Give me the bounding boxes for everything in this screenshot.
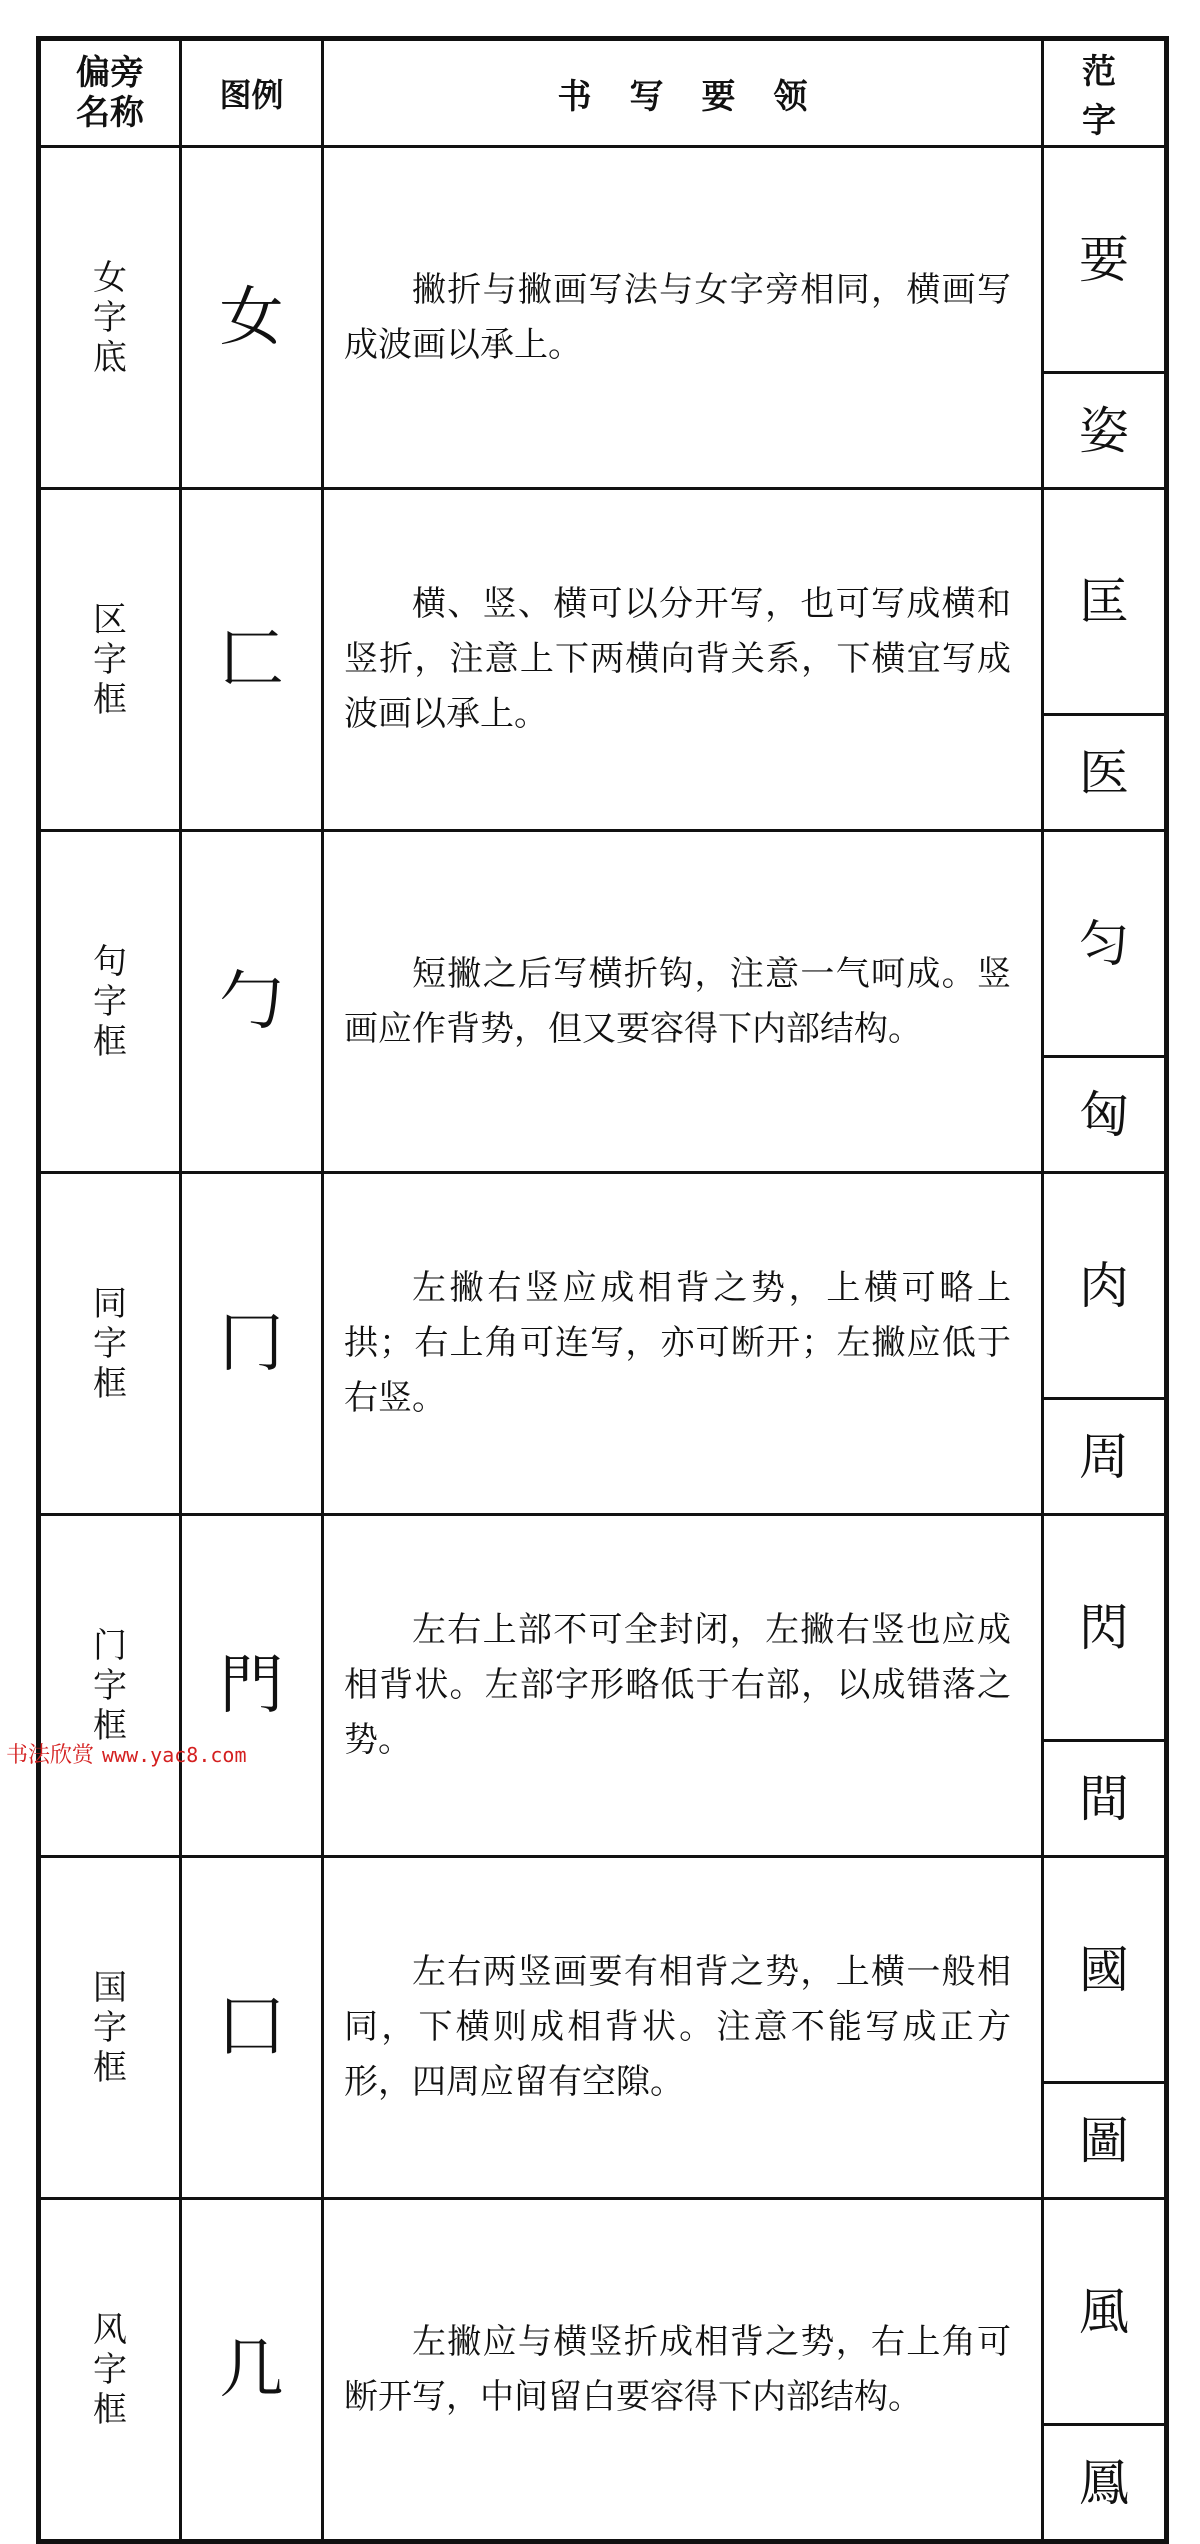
sample-cell — [1043, 489, 1167, 715]
table-header-row — [39, 39, 1167, 147]
sample-glyph: 匀 — [1079, 914, 1129, 973]
radical-name: 句字框 — [93, 941, 127, 1062]
example-glyph: 門 — [219, 1648, 284, 1723]
radical-name-cell — [39, 147, 181, 489]
sample-cell — [1043, 1741, 1167, 1857]
radical-name: 门字框 — [93, 1625, 127, 1746]
radical-guide-table — [36, 36, 1169, 2544]
radical-name: 风字框 — [93, 2309, 127, 2430]
description-cell — [323, 1173, 1043, 1515]
description-text: 横、竖、横可以分开写，也可写成横和竖折，注意上下两横向背关系，下横宜写成波画以承上。 — [344, 584, 1011, 734]
table-body — [39, 147, 1167, 2542]
description-cell — [323, 147, 1043, 489]
example-cell — [181, 147, 323, 489]
example-glyph: 几 — [219, 2332, 284, 2407]
site-watermark — [6, 1738, 247, 1769]
header-samples: 范字 — [1043, 39, 1167, 147]
radical-name: 同字框 — [93, 1283, 127, 1404]
example-glyph: 匚 — [219, 622, 284, 697]
description-text: 左撇右竖应成相背之势，上横可略上拱；右上角可连写，亦可断开；左撇应低于右竖。 — [344, 1268, 1011, 1418]
description-cell — [323, 831, 1043, 1173]
radical-name-cell — [39, 489, 181, 831]
sample-cell — [1043, 147, 1167, 373]
example-cell — [181, 831, 323, 1173]
example-glyph: 冂 — [219, 1306, 284, 1381]
radical-name-cell — [39, 831, 181, 1173]
table-row — [39, 1857, 1167, 2083]
table-row — [39, 147, 1167, 373]
radical-name-cell — [39, 2199, 181, 2542]
sample-cell — [1043, 1515, 1167, 1741]
watermark-url: www.yac8.com — [102, 1743, 247, 1767]
header-example: 图例 — [181, 39, 323, 147]
description-text: 左撇应与横竖折成相背之势，右上角可断开写，中间留白要容得下内部结构。 — [344, 2321, 1011, 2417]
sample-glyph: 圖 — [1079, 2111, 1129, 2170]
radical-name: 女字底 — [93, 257, 127, 378]
radical-name: 区字框 — [93, 599, 127, 720]
table-row — [39, 489, 1167, 715]
sample-glyph: 肉 — [1079, 1256, 1129, 1315]
sample-glyph: 間 — [1079, 1769, 1129, 1828]
example-cell — [181, 489, 323, 831]
sample-glyph: 匈 — [1079, 1085, 1129, 1144]
sample-glyph: 周 — [1079, 1427, 1129, 1486]
sample-cell — [1043, 715, 1167, 831]
radical-name-cell — [39, 1173, 181, 1515]
sample-cell — [1043, 1399, 1167, 1515]
description-cell — [323, 1857, 1043, 2199]
sample-cell — [1043, 2425, 1167, 2542]
description-text: 撇折与撇画写法与女字旁相同，横画写成波画以承上。 — [344, 269, 1011, 365]
example-glyph: 女 — [219, 280, 284, 355]
example-cell — [181, 1515, 323, 1857]
sample-cell — [1043, 373, 1167, 489]
sample-glyph: 風 — [1079, 2282, 1129, 2341]
table-row — [39, 1515, 1167, 1741]
example-cell — [181, 1857, 323, 2199]
example-cell — [181, 1173, 323, 1515]
description-cell — [323, 2199, 1043, 2542]
header-radical-name: 偏旁名称 — [39, 39, 181, 147]
watermark-label: 书法欣赏 — [6, 1743, 95, 1768]
sample-cell — [1043, 1173, 1167, 1399]
example-glyph: 囗 — [219, 1990, 284, 2065]
example-cell — [181, 2199, 323, 2542]
description-cell — [323, 489, 1043, 831]
description-text: 左右两竖画要有相背之势，上横一般相同，下横则成相背状。注意不能写成正方形，四周应留有空隙。 — [344, 1952, 1011, 2102]
example-glyph: 勹 — [219, 964, 284, 1039]
header-description: 书写要领 — [323, 39, 1043, 147]
sample-cell — [1043, 831, 1167, 1057]
sample-glyph: 要 — [1079, 230, 1129, 289]
table-row — [39, 2199, 1167, 2425]
description-text: 短撇之后写横折钩，注意一气呵成。竖画应作背势，但又要容得下内部结构。 — [344, 953, 1011, 1049]
radical-name: 国字框 — [93, 1967, 127, 2088]
sample-glyph: 閃 — [1079, 1598, 1129, 1657]
sample-cell — [1043, 2083, 1167, 2199]
description-cell — [323, 1515, 1043, 1857]
sample-cell — [1043, 2199, 1167, 2425]
sample-cell — [1043, 1057, 1167, 1173]
description-text: 左右上部不可全封闭，左撇右竖也应成相背状。左部字形略低于右部，以成错落之势。 — [344, 1610, 1011, 1760]
sample-glyph: 匡 — [1079, 572, 1129, 631]
radical-name-cell — [39, 1857, 181, 2199]
sample-cell — [1043, 1857, 1167, 2083]
table-row — [39, 1173, 1167, 1399]
sample-glyph: 國 — [1079, 1940, 1129, 1999]
table-row — [39, 831, 1167, 1057]
sample-glyph: 姿 — [1079, 401, 1129, 460]
sample-glyph: 医 — [1079, 743, 1129, 802]
sample-glyph: 鳳 — [1079, 2453, 1129, 2512]
radical-name-cell — [39, 1515, 181, 1857]
